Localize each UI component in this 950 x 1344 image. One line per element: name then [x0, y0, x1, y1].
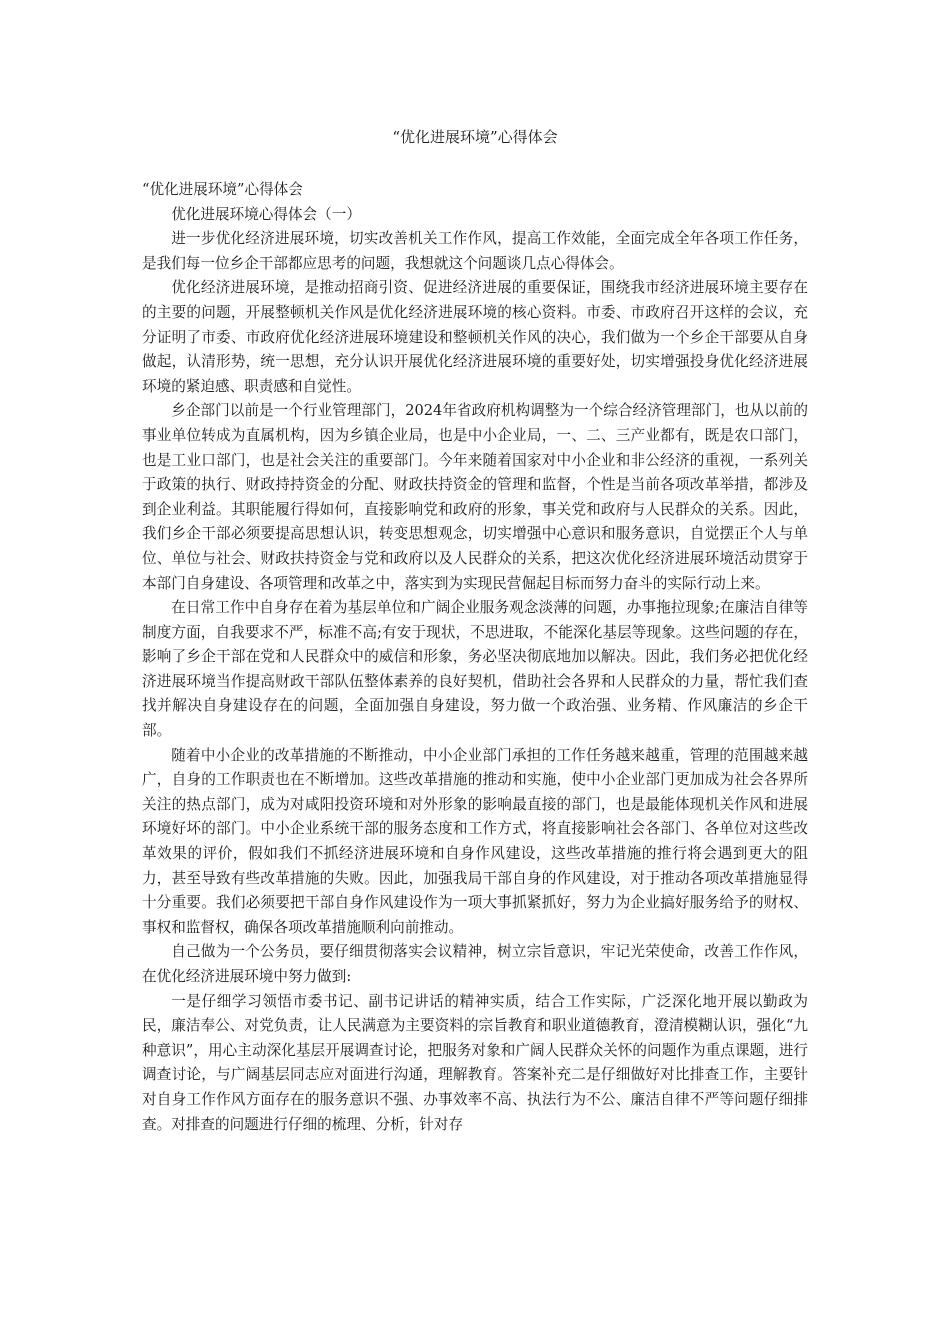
- document-body: [142, 178, 808, 1137]
- paragraph: 一是仔细学习领悟市委书记、副书记讲话的精神实质，结合工作实际，广泛深化地开展以勤政为民，廉洁奉公、对党负责，让人民满意为主要资料的宗旨教育和职业道德教育，澄清模糊认识，强化“九种意识”，用心主动深化基层开展调查讨论，把服务对象和广阔人民群众关怀的问题作为重点课题，进行调查讨论，与广阔基层同志应对面进行沟通，理解教育。答案补充二是仔细做好对比排查工作，主要针对自身工作作风方面存在的服务意识不强、办事效率不高、执法行为不公、廉洁自律不严等问题仔细排查。对排查的问题进行仔细的梳理、分析，针对存: [142, 992, 808, 1133]
- paragraph: 进一步优化经济进展环境，切实改善机关工作作风，提高工作效能，全面完成全年各项工作任务，是我们每一位乡企干部都应思考的问题，我想就这个问题谈几点心得体会。: [142, 230, 808, 272]
- document-title: “优化进展环境”心得体会: [392, 128, 558, 146]
- paragraph: 随着中小企业的改革措施的不断推动，中小企业部门承担的工作任务越来越重，管理的范围越来越广，自身的工作职责也在不断增加。这些改革措施的推动和实施，使中小企业部门更加成为社会各界所关注的热点部门，成为对咸阳投资环境和对外形象的影响最直接的部门，也是最能体现机关作风和进展环境好坏的部门。中小企业系统干部的服务态度和工作方式，将直接影响社会各部门、各单位对这些改革效果的评价，假如我们不抓经济进展环境和自身作风建设，这些改革措施的推行将会遇到更大的阻力，甚至导致有些改革措施的失败。因此，加强我局干部自身的作风建设，对于推动各项改革措施显得十分重要。我们必须要把干部自身作风建设作为一项大事抓紧抓好，努力为企业搞好服务给予的财权、事权和监督权，确保各项改革措施顺利向前推动。: [142, 746, 808, 936]
- document-subheading: 优化进展环境心得体会（一）: [171, 205, 361, 223]
- paragraph: 在日常工作中自身存在着为基层单位和广阔企业服务观念淡薄的问题，办事拖拉现象;在廉洁自律等制度方面，自我要求不严，标准不高;有安于现状，不思进取，不能深化基层等现象。这些问题的存在，影响了乡企干部在党和人民群众中的威信和形象，务必坚决彻底地加以解决。因此，我们务必把优化经济进展环境当作提高财政干部队伍整体素养的良好契机，借助社会各界和人民群众的力量，帮忙我们查找并解决自身建设存在的问题，全面加强自身建设，努力做一个政治强、业务精、作风廉洁的乡企干部。: [142, 599, 808, 740]
- paragraph: 自己做为一个公务员，要仔细贯彻落实会议精神，树立宗旨意识，牢记光荣使命，改善工作作风，在优化经济进展环境中努力做到:: [142, 943, 808, 985]
- document-heading: “优化进展环境”心得体会: [142, 181, 303, 198]
- paragraph: 优化经济进展环境，是推动招商引资、促进经济进展的重要保证，围绕我市经济进展环境主要存在的主要的问题，开展整顿机关作风是优化经济进展环境的核心资料。市委、市政府召开这样的会议，充分证明了市委、市政府优化经济进展环境建设和整顿机关作风的决心，我们做为一个乡企干部要从自身做起，认清形势，统一思想，充分认识开展优化经济进展环境的重要好处，切实增强投身优化经济进展环境的紧迫感、职责感和自觉性。: [142, 279, 808, 395]
- paragraph: 乡企部门以前是一个行业管理部门，2024年省政府机构调整为一个综合经济管理部门，也从以前的事业单位转成为直属机构，因为乡镇企业局，也是中小企业局，一、二、三产业都有，既是农口部门，也是工业口部门，也是社会关注的重要部门。今年来随着国家对中小企业和非公经济的重视，一系列关于政策的执行、财政持持资金的分配、财政扶持资金的管理和监督，个性是当前各项改革举措，都涉及到企业利益。其职能履行得如何，直接影响党和政府的形象，事关党和政府与人民群众的关系。因此，我们乡企干部必须要提高思想认识，转变思想观念，切实增强中心意识和服务意识，自觉摆正个人与单位、单位与社会、财政扶持资金与党和政府以及人民群众的关系，把这次优化经济进展环境活动贯穿于本部门自身建设、各项管理和改革之中，落实到为实现民营倔起目标而努力奋斗的实际行动上来。: [142, 402, 808, 592]
